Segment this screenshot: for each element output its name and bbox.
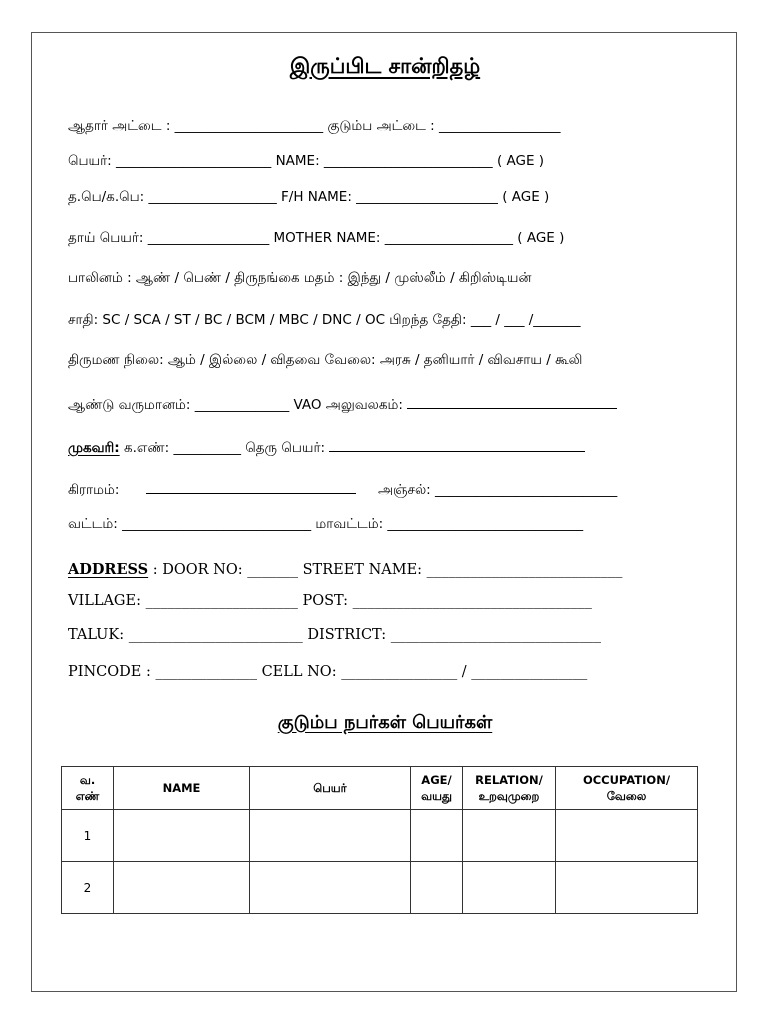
mother-name-line: தாய் பெயர்: __________________ MOTHER NAME: ___________________ ( AGE )	[68, 230, 565, 246]
income-vao-line	[68, 394, 702, 415]
aadhaar-ration-line: ஆதார் அட்டை : ______________________ குடும்ப அட்டை : __________________	[68, 118, 561, 134]
street-name-tamil-blank[interactable]	[329, 437, 585, 452]
tamil-name-header: பெயர்	[250, 767, 411, 810]
relation-header-line1: RELATION/	[475, 773, 543, 787]
door-street-english-text: : DOOR NO: _______ STREET NAME: ___________________________	[152, 562, 623, 578]
village-tamil-blank[interactable]	[146, 479, 356, 494]
occupation-cell[interactable]	[556, 810, 698, 862]
relation-cell[interactable]	[463, 862, 556, 914]
age-header	[411, 767, 463, 810]
sno-cell: 1	[62, 810, 114, 862]
sno-header-line2: எண்	[75, 789, 100, 803]
age-header-line2: வயது	[421, 789, 452, 803]
occupation-cell[interactable]	[556, 862, 698, 914]
vao-office-blank[interactable]	[407, 394, 617, 409]
table-row	[62, 862, 698, 914]
name-line: பெயர்: _______________________ NAME: _________________________ ( AGE )	[68, 153, 545, 169]
relation-header	[463, 767, 556, 810]
caste-dob-line: சாதி: SC / SCA / ST / BC / BCM / MBC / DNC / OC பிறந்த தேதி: ___ / ___ /_______	[68, 312, 581, 328]
name-header: NAME	[114, 767, 250, 810]
sno-cell: 2	[62, 862, 114, 914]
sno-header	[62, 767, 114, 810]
relation-header-line2: உறவுமுறை	[478, 789, 540, 803]
pincode-cell-line: PINCODE : ______________ CELL NO: ________________ / ________________	[68, 664, 588, 680]
taluk-district-tamil-line: வட்டம்: ____________________________ மாவட்டம்: _____________________________	[68, 516, 584, 532]
tamil-name-cell[interactable]	[250, 862, 411, 914]
taluk-district-english-line: TALUK: ________________________ DISTRICT: _____________________________	[68, 627, 601, 643]
address-english-label: ADDRESS	[68, 561, 149, 578]
name-cell[interactable]	[114, 862, 250, 914]
table-row	[62, 810, 698, 862]
table-header-row	[62, 767, 698, 810]
post-tamil-text: அஞ்சல்: ___________________________	[377, 482, 618, 498]
address-tamil-line	[68, 437, 702, 458]
age-cell[interactable]	[411, 810, 463, 862]
gender-religion-line: பாலினம் : ஆண் / பெண் / திருநங்கை மதம் : இந்து / முஸ்லீம் / கிறிஸ்டியன்	[68, 270, 532, 286]
income-vao-text: ஆண்டு வருமானம்: ______________ VAO அலுவலகம்:	[68, 397, 403, 413]
address-english-line	[68, 560, 702, 580]
occupation-header-line1: OCCUPATION/	[582, 773, 671, 787]
age-cell[interactable]	[411, 862, 463, 914]
address-tamil-label: முகவரி:	[68, 440, 120, 456]
father-husband-line: த.பெ/க.பெ: ___________________ F/H NAME: _____________________ ( AGE )	[68, 189, 550, 205]
village-post-tamil-line	[68, 479, 702, 500]
occupation-header	[556, 767, 698, 810]
occupation-header-line2: வேலை	[606, 789, 647, 803]
sno-header-line1: வ.	[79, 773, 96, 787]
family-members-table	[61, 766, 698, 914]
page-title: இருப்பிட சான்றிதழ்	[289, 54, 481, 78]
door-street-tamil-text: க.எண்: __________ தெரு பெயர்:	[123, 440, 326, 456]
age-header-line1: AGE/	[421, 773, 452, 787]
family-members-title: குடும்ப நபர்கள் பெயர்கள்	[277, 712, 493, 733]
village-tamil-label: கிராமம்:	[68, 482, 120, 498]
tamil-name-cell[interactable]	[250, 810, 411, 862]
relation-cell[interactable]	[463, 810, 556, 862]
name-cell[interactable]	[114, 810, 250, 862]
village-post-english-line: VILLAGE: _____________________ POST: _________________________________	[68, 593, 592, 609]
marital-occupation-line: திருமண நிலை: ஆம் / இல்லை / விதவை வேலை: அரசு / தனியார் / விவசாய / கூலி	[68, 352, 583, 368]
